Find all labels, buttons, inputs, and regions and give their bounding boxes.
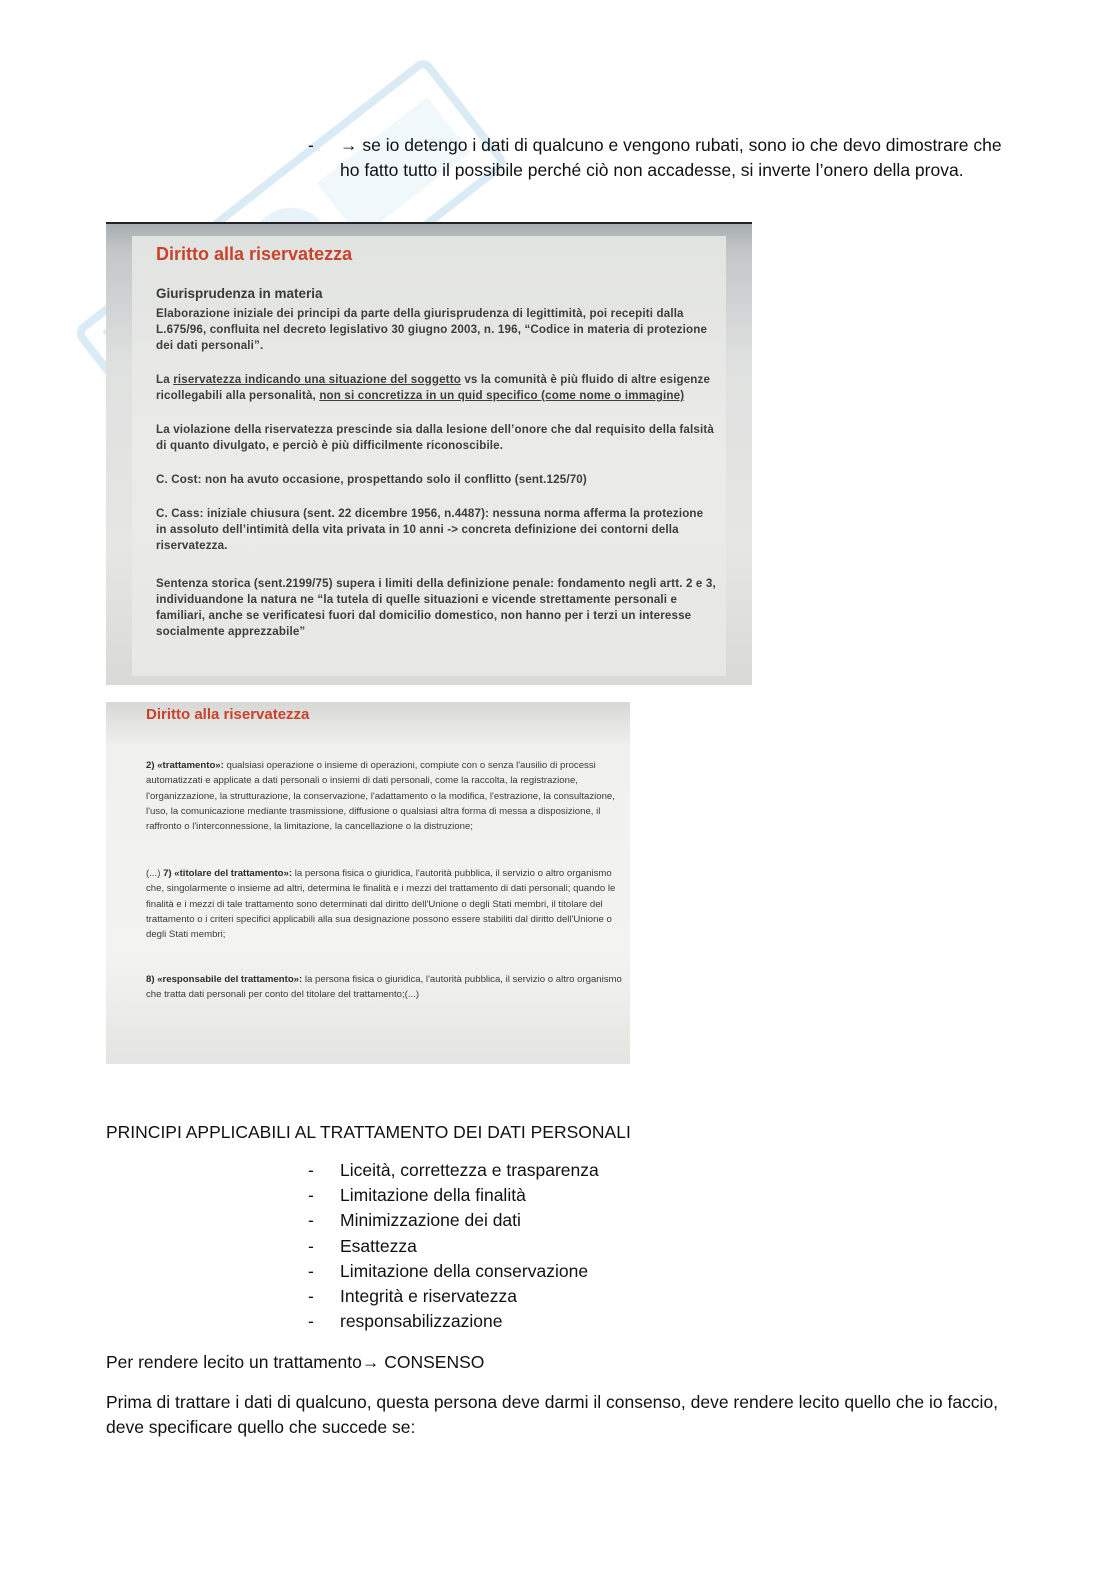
top-bullet	[308, 133, 1008, 183]
list-item: - Esattezza	[308, 1235, 417, 1256]
slide-subtitle: Giurisprudenza in materia	[156, 286, 323, 301]
slide-paragraph: 8) «responsabile del trattamento»: la persona fisica o giuridica, l'autorità pubblica, il servizio o altro organismo che tratta dati personali per conto del titolare del trattamento;(...)	[146, 974, 622, 1001]
list-item: - responsabilizzazione	[308, 1311, 503, 1332]
top-bullet-text: se io detengo i dati di qualcuno e vengono rubati, sono io che devo dimostrare che ho fatto tutto il possibile perché ciò non accadesse, si inverte l’onero della prova.	[340, 135, 1002, 180]
list-item: - Limitazione della finalità	[308, 1185, 526, 1206]
slide-paragraph: 2) «trattamento»: qualsiasi operazione o insieme di operazioni, compiute con o senza l'ausilio di processi automatizzati e applicate a dati personali o insiemi di dati personali, come la raccolta, la registrazione, l'organizzazione, la strutturazione, la conservazione, l'adattamento o la modifica, l'estrazione, la consultazione, l'uso, la comunicazione mediante trasmissione, diffusione o qualsiasi altra forma di messa a disposizione, il raffronto o l'interconnessione, la limitazione, la cancellazione o la distruzione;	[146, 760, 615, 833]
slide-paragraph: Elaborazione iniziale dei principi da parte della giurisprudenza di legittimità, poi recepiti dalla L.675/96, confluita nel decreto legislativo 30 giugno 2003, n. 196, “Codice in materia di protezione dei dati personali”.	[156, 307, 708, 352]
body-paragraph: Prima di trattare i dati di qualcuno, questa persona deve darmi il consenso, deve rendere lecito quello che io faccio, deve specificare quello che succede se:	[106, 1392, 999, 1437]
slide-title: Diritto alla riservatezza	[146, 706, 310, 723]
bullet-dash: -	[308, 135, 314, 155]
consent-line: Per rendere lecito un trattamento→ CONSENSO	[106, 1352, 485, 1372]
slide-paragraph: Sentenza storica (sent.2199/75) supera i limiti della definizione penale: fondamento negli artt. 2 e 3, individuandone la natura ne “la tutela di quelle situazioni e vicende strettamente personali e familiari, anche se verificatesi fuori dal domicilio domestico, non hanno per i terzi un interesse socialmente apprezzabile”	[156, 577, 716, 638]
slide-photo-giurisprudenza	[106, 222, 752, 685]
slide-paragraph: C. Cass: iniziale chiusura (sent. 22 dicembre 1956, n.4487): nessuna norma afferma la protezione in assoluto dell’intimità della vita privata in 10 anni -> concreta definizione dei contorni della riservatezza.	[156, 507, 704, 552]
section-heading: PRINCIPI APPLICABILI AL TRATTAMENTO DEI DATI PERSONALI	[106, 1122, 631, 1142]
list-item: - Minimizzazione dei dati	[308, 1210, 521, 1231]
arrow-icon: →	[361, 1352, 380, 1372]
slide-paragraph: La riservatezza indicando una situazione del soggetto vs la comunità è più fluido di altre esigenze ricollegabili alla personalità, non si concretizza in un quid specifico (come nome o immagine)	[156, 373, 711, 402]
principles-list	[308, 1158, 599, 1334]
slide-photo-definizioni	[106, 702, 630, 1064]
list-item: - Limitazione della conservazione	[308, 1260, 589, 1281]
arrow-icon: →	[340, 135, 358, 155]
slide-title: Diritto alla riservatezza	[156, 244, 353, 264]
slide-paragraph: La violazione della riservatezza prescinde sia dalla lesione dell’onore che dal requisito della falsità di quanto divulgato, e perciò è più difficilmente riconoscibile.	[156, 423, 714, 452]
consent-keyword: CONSENSO	[379, 1352, 485, 1372]
slide-paragraph: C. Cost: non ha avuto occasione, prospettando solo il conflitto (sent.125/70)	[156, 473, 587, 486]
list-item: - Integrità e riservatezza	[308, 1286, 518, 1307]
list-item: - Liceità, correttezza e trasparenza	[308, 1160, 599, 1180]
slide-paragraph: (...) 7) «titolare del trattamento»: la persona fisica o giuridica, l'autorità pubblica, il servizio o altro organismo che, singolarmente o insieme ad altri, determina le finalità e i mezzi del trattamento di dati personali; quando le finalità e i mezzi di tale trattamento sono determinati dal diritto dell'Unione o degli Stati membri, il titolare del trattamento o i criteri specifici applicabili alla sua designazione possono essere stabiliti dal diritto dell'Unione o degli Stati membri;	[146, 868, 616, 941]
